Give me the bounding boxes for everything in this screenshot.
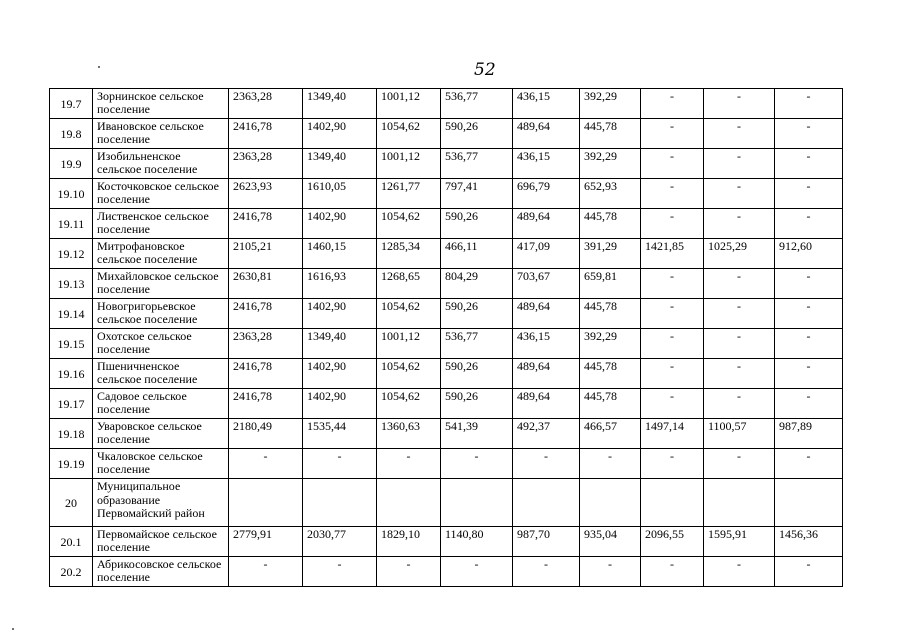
- value-cell: [704, 479, 775, 527]
- value-cell: 436,15: [513, 329, 580, 359]
- value-cell: 590,26: [441, 389, 513, 419]
- table-row: [50, 89, 843, 119]
- value-cell: 1285,34: [377, 239, 441, 269]
- value-cell: 1535,44: [303, 419, 377, 449]
- value-cell: -: [704, 119, 775, 149]
- value-cell: 489,64: [513, 389, 580, 419]
- value-cell: 392,29: [580, 89, 641, 119]
- settlement-name: Пшеничненское сельское поселение: [93, 359, 229, 389]
- value-cell: 1054,62: [377, 119, 441, 149]
- value-cell: -: [775, 329, 843, 359]
- row-number: 19.13: [50, 269, 93, 299]
- value-cell: 590,26: [441, 209, 513, 239]
- value-cell: -: [641, 389, 704, 419]
- table-row: [50, 557, 843, 587]
- table-row: [50, 359, 843, 389]
- row-number: 19.9: [50, 149, 93, 179]
- value-cell: 2363,28: [229, 329, 303, 359]
- value-cell: -: [580, 449, 641, 479]
- table-body: [50, 89, 843, 587]
- table-row: [50, 239, 843, 269]
- table-row: [50, 479, 843, 527]
- row-number: 20.2: [50, 557, 93, 587]
- table-row: [50, 527, 843, 557]
- value-cell: 1402,90: [303, 389, 377, 419]
- value-cell: 703,67: [513, 269, 580, 299]
- settlement-name: Ивановское сельское поселение: [93, 119, 229, 149]
- row-number: 19.19: [50, 449, 93, 479]
- value-cell: -: [641, 209, 704, 239]
- value-cell: -: [641, 149, 704, 179]
- value-cell: [377, 479, 441, 527]
- value-cell: 2363,28: [229, 149, 303, 179]
- value-cell: -: [775, 89, 843, 119]
- value-cell: 492,37: [513, 419, 580, 449]
- table-row: [50, 389, 843, 419]
- row-number: 19.16: [50, 359, 93, 389]
- tariff-table: [49, 88, 843, 587]
- value-cell: -: [229, 449, 303, 479]
- value-cell: -: [303, 557, 377, 587]
- value-cell: 2416,78: [229, 299, 303, 329]
- value-cell: -: [641, 89, 704, 119]
- value-cell: -: [441, 449, 513, 479]
- row-number: 20: [50, 479, 93, 527]
- table-row: [50, 179, 843, 209]
- settlement-name: Абрикосовское сельское поселение: [93, 557, 229, 587]
- value-cell: 1349,40: [303, 89, 377, 119]
- value-cell: 1829,10: [377, 527, 441, 557]
- value-cell: 536,77: [441, 329, 513, 359]
- value-cell: 590,26: [441, 119, 513, 149]
- value-cell: -: [641, 269, 704, 299]
- scan-speck: [12, 628, 14, 630]
- value-cell: 536,77: [441, 149, 513, 179]
- value-cell: 1460,15: [303, 239, 377, 269]
- value-cell: 1054,62: [377, 389, 441, 419]
- value-cell: 1001,12: [377, 329, 441, 359]
- table-row: [50, 299, 843, 329]
- value-cell: [775, 479, 843, 527]
- value-cell: 2105,21: [229, 239, 303, 269]
- value-cell: 1100,57: [704, 419, 775, 449]
- value-cell: [441, 479, 513, 527]
- value-cell: 1261,77: [377, 179, 441, 209]
- value-cell: 445,78: [580, 299, 641, 329]
- value-cell: -: [775, 209, 843, 239]
- value-cell: 466,11: [441, 239, 513, 269]
- value-cell: 987,70: [513, 527, 580, 557]
- value-cell: 445,78: [580, 359, 641, 389]
- value-cell: 804,29: [441, 269, 513, 299]
- value-cell: -: [229, 557, 303, 587]
- value-cell: [641, 479, 704, 527]
- value-cell: 1456,36: [775, 527, 843, 557]
- value-cell: -: [775, 557, 843, 587]
- value-cell: 1402,90: [303, 119, 377, 149]
- row-number: 20.1: [50, 527, 93, 557]
- value-cell: -: [704, 149, 775, 179]
- value-cell: -: [641, 557, 704, 587]
- value-cell: 1001,12: [377, 89, 441, 119]
- value-cell: -: [704, 89, 775, 119]
- row-number: 19.18: [50, 419, 93, 449]
- value-cell: -: [641, 359, 704, 389]
- table-row: [50, 329, 843, 359]
- value-cell: [513, 479, 580, 527]
- value-cell: 489,64: [513, 359, 580, 389]
- value-cell: 445,78: [580, 389, 641, 419]
- settlement-name: Лиственское сельское поселение: [93, 209, 229, 239]
- table-row: [50, 419, 843, 449]
- value-cell: 1349,40: [303, 149, 377, 179]
- value-cell: 1421,85: [641, 239, 704, 269]
- value-cell: -: [704, 209, 775, 239]
- value-cell: 2096,55: [641, 527, 704, 557]
- settlement-name: Уваровское сельское поселение: [93, 419, 229, 449]
- value-cell: 1402,90: [303, 359, 377, 389]
- value-cell: [303, 479, 377, 527]
- value-cell: 659,81: [580, 269, 641, 299]
- value-cell: 436,15: [513, 89, 580, 119]
- settlement-name: Охотское сельское поселение: [93, 329, 229, 359]
- value-cell: 536,77: [441, 89, 513, 119]
- value-cell: 391,29: [580, 239, 641, 269]
- value-cell: -: [641, 449, 704, 479]
- settlement-name: Изобильненское сельское поселение: [93, 149, 229, 179]
- value-cell: 1268,65: [377, 269, 441, 299]
- value-cell: 392,29: [580, 149, 641, 179]
- value-cell: 2416,78: [229, 119, 303, 149]
- value-cell: -: [775, 149, 843, 179]
- value-cell: 1402,90: [303, 299, 377, 329]
- settlement-name: Новогригорьевское сельское поселение: [93, 299, 229, 329]
- settlement-name: Митрофановское сельское поселение: [93, 239, 229, 269]
- value-cell: 1054,62: [377, 359, 441, 389]
- row-number: 19.10: [50, 179, 93, 209]
- settlement-name: Косточковское сельское поселение: [93, 179, 229, 209]
- value-cell: -: [775, 389, 843, 419]
- value-cell: 466,57: [580, 419, 641, 449]
- value-cell: 590,26: [441, 359, 513, 389]
- value-cell: -: [704, 557, 775, 587]
- value-cell: [580, 479, 641, 527]
- value-cell: 1402,90: [303, 209, 377, 239]
- value-cell: -: [704, 359, 775, 389]
- value-cell: -: [704, 329, 775, 359]
- value-cell: -: [704, 179, 775, 209]
- value-cell: 445,78: [580, 119, 641, 149]
- value-cell: -: [704, 389, 775, 419]
- value-cell: -: [704, 299, 775, 329]
- value-cell: 2416,78: [229, 389, 303, 419]
- value-cell: -: [775, 179, 843, 209]
- value-cell: -: [641, 119, 704, 149]
- value-cell: 489,64: [513, 209, 580, 239]
- value-cell: 2416,78: [229, 209, 303, 239]
- value-cell: 489,64: [513, 119, 580, 149]
- value-cell: 489,64: [513, 299, 580, 329]
- value-cell: 392,29: [580, 329, 641, 359]
- value-cell: 436,15: [513, 149, 580, 179]
- row-number: 19.8: [50, 119, 93, 149]
- value-cell: -: [377, 449, 441, 479]
- table-row: [50, 269, 843, 299]
- value-cell: 1025,29: [704, 239, 775, 269]
- value-cell: 652,93: [580, 179, 641, 209]
- value-cell: -: [775, 269, 843, 299]
- value-cell: 1595,91: [704, 527, 775, 557]
- row-number: 19.14: [50, 299, 93, 329]
- value-cell: 1349,40: [303, 329, 377, 359]
- value-cell: 912,60: [775, 239, 843, 269]
- table-row: [50, 449, 843, 479]
- value-cell: -: [775, 299, 843, 329]
- settlement-name: Первомайское сельское поселение: [93, 527, 229, 557]
- value-cell: 2030,77: [303, 527, 377, 557]
- value-cell: 2779,91: [229, 527, 303, 557]
- value-cell: -: [704, 269, 775, 299]
- settlement-name: Михайловское сельское поселение: [93, 269, 229, 299]
- settlement-name: Садовое сельское поселение: [93, 389, 229, 419]
- value-cell: 2416,78: [229, 359, 303, 389]
- value-cell: 696,79: [513, 179, 580, 209]
- value-cell: -: [641, 179, 704, 209]
- settlement-name: Муниципальное образование Первомайский район: [93, 479, 229, 527]
- value-cell: 2623,93: [229, 179, 303, 209]
- value-cell: -: [303, 449, 377, 479]
- value-cell: 1054,62: [377, 299, 441, 329]
- value-cell: 1054,62: [377, 209, 441, 239]
- settlement-name: Зорнинское сельское поселение: [93, 89, 229, 119]
- value-cell: 590,26: [441, 299, 513, 329]
- value-cell: -: [513, 557, 580, 587]
- value-cell: -: [641, 329, 704, 359]
- value-cell: [229, 479, 303, 527]
- value-cell: -: [580, 557, 641, 587]
- value-cell: 1616,93: [303, 269, 377, 299]
- value-cell: 1001,12: [377, 149, 441, 179]
- settlement-name: Чкаловское сельское поселение: [93, 449, 229, 479]
- table-row: [50, 149, 843, 179]
- row-number: 19.7: [50, 89, 93, 119]
- value-cell: -: [513, 449, 580, 479]
- value-cell: -: [704, 449, 775, 479]
- value-cell: 2363,28: [229, 89, 303, 119]
- value-cell: 417,09: [513, 239, 580, 269]
- value-cell: 1360,63: [377, 419, 441, 449]
- value-cell: 2630,81: [229, 269, 303, 299]
- value-cell: -: [377, 557, 441, 587]
- value-cell: 797,41: [441, 179, 513, 209]
- value-cell: 2180,49: [229, 419, 303, 449]
- row-number: 19.11: [50, 209, 93, 239]
- table-row: [50, 209, 843, 239]
- value-cell: 1497,14: [641, 419, 704, 449]
- value-cell: -: [441, 557, 513, 587]
- page-number: 52: [474, 60, 496, 80]
- value-cell: -: [641, 299, 704, 329]
- value-cell: 1140,80: [441, 527, 513, 557]
- value-cell: -: [775, 359, 843, 389]
- value-cell: 935,04: [580, 527, 641, 557]
- value-cell: 541,39: [441, 419, 513, 449]
- value-cell: 445,78: [580, 209, 641, 239]
- table-row: [50, 119, 843, 149]
- row-number: 19.15: [50, 329, 93, 359]
- row-number: 19.12: [50, 239, 93, 269]
- value-cell: 1610,05: [303, 179, 377, 209]
- value-cell: -: [775, 449, 843, 479]
- value-cell: 987,89: [775, 419, 843, 449]
- row-number: 19.17: [50, 389, 93, 419]
- value-cell: -: [775, 119, 843, 149]
- scan-speck: [98, 66, 100, 68]
